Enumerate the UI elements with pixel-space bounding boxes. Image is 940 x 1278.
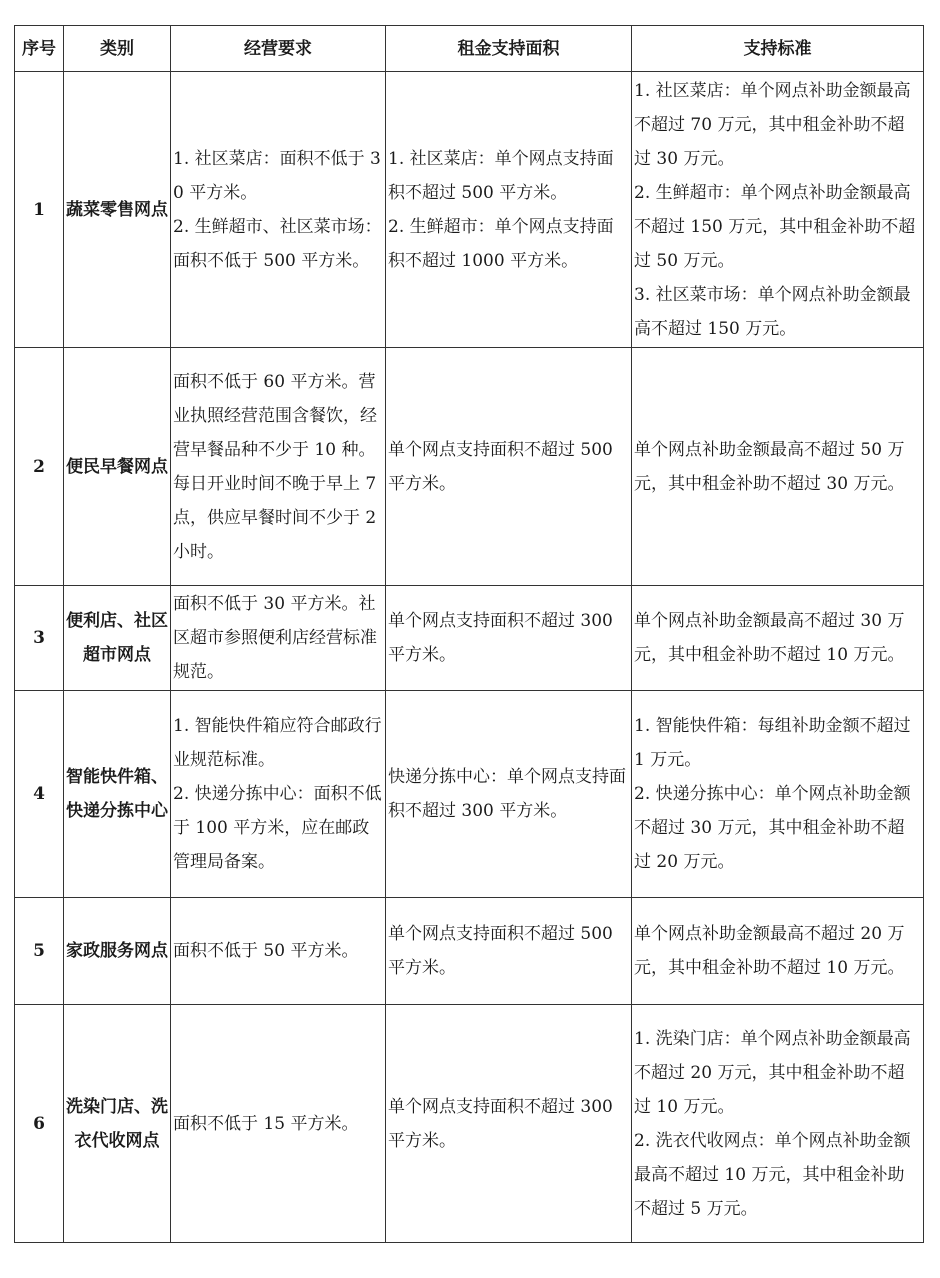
requirement-line: 1. 社区菜店：面积不低于 30 平方米。	[173, 148, 381, 203]
area-line: 单个网点支持面积不超过 500 平方米。	[388, 439, 613, 494]
standard-line: 单个网点补助金额最高不超过 30 万元，其中租金补助不超过 10 万元。	[634, 611, 905, 665]
row-standard	[632, 348, 924, 586]
standard-line: 单个网点补助金额最高不超过 50 万元，其中租金补助不超过 30 万元。	[634, 439, 905, 494]
row-category: 便利店、社区超市网点	[64, 586, 171, 691]
header-requirement: 经营要求	[171, 26, 386, 72]
requirement-line: 2. 快递分拣中心：面积不低于 100 平方米，应在邮政管理局备案。	[173, 784, 382, 872]
standard-line: 2. 生鲜超市：单个网点补助金额最高不超过 150 万元，其中租金补助不超过 50 万元。	[634, 182, 916, 271]
row-requirement	[171, 691, 386, 898]
standard-line: 2. 洗衣代收网点：单个网点补助金额最高不超过 10 万元，其中租金补助不超过 5 万元。	[634, 1130, 911, 1219]
requirement-line: 面积不低于 50 平方米。	[173, 941, 359, 961]
area-line: 1. 社区菜店：单个网点支持面积不超过 500 平方米。	[388, 148, 614, 203]
area-line: 单个网点支持面积不超过 300 平方米。	[388, 1096, 613, 1151]
row-index: 6	[15, 1005, 64, 1243]
row-area	[386, 586, 632, 691]
subsidy-table	[14, 25, 924, 1243]
row-requirement	[171, 586, 386, 691]
row-index: 5	[15, 898, 64, 1005]
row-area	[386, 898, 632, 1005]
header-category: 类别	[64, 26, 171, 72]
row-requirement	[171, 72, 386, 348]
row-index: 1	[15, 72, 64, 348]
row-area	[386, 691, 632, 898]
area-line: 2. 生鲜超市：单个网点支持面积不超过 1000 平方米。	[388, 216, 614, 271]
table-row	[15, 898, 924, 1005]
row-category: 蔬菜零售网点	[64, 72, 171, 348]
standard-line: 3. 社区菜市场：单个网点补助金额最高不超过 150 万元。	[634, 284, 911, 339]
table-header-row	[15, 26, 924, 72]
table-row	[15, 72, 924, 348]
row-standard	[632, 586, 924, 691]
row-requirement	[171, 898, 386, 1005]
requirement-line: 2. 生鲜超市、社区菜市场：面积不低于 500 平方米。	[173, 216, 382, 271]
row-requirement	[171, 348, 386, 586]
row-index: 4	[15, 691, 64, 898]
table-row	[15, 348, 924, 586]
table-row	[15, 1005, 924, 1243]
row-category: 洗染门店、洗衣代收网点	[64, 1005, 171, 1243]
table-row	[15, 691, 924, 898]
row-standard	[632, 691, 924, 898]
row-standard	[632, 72, 924, 348]
area-line: 单个网点支持面积不超过 300 平方米。	[388, 611, 613, 665]
requirement-line: 1. 智能快件箱应符合邮政行业规范标准。	[173, 716, 382, 770]
requirement-line: 面积不低于 15 平方米。	[173, 1113, 359, 1134]
standard-line: 单个网点补助金额最高不超过 20 万元，其中租金补助不超过 10 万元。	[634, 924, 905, 978]
standard-line: 2. 快递分拣中心：单个网点补助金额不超过 30 万元，其中租金补助不超过 20 万元。	[634, 784, 911, 872]
row-requirement	[171, 1005, 386, 1243]
row-category: 家政服务网点	[64, 898, 171, 1005]
row-index: 3	[15, 586, 64, 691]
row-area	[386, 1005, 632, 1243]
table-row	[15, 586, 924, 691]
row-area	[386, 348, 632, 586]
standard-line: 1. 社区菜店：单个网点补助金额最高不超过 70 万元，其中租金补助不超过 30 万元。	[634, 80, 911, 169]
row-area	[386, 72, 632, 348]
row-category: 智能快件箱、快递分拣中心	[64, 691, 171, 898]
row-standard	[632, 1005, 924, 1243]
row-standard	[632, 898, 924, 1005]
standard-line: 1. 智能快件箱：每组补助金额不超过 1 万元。	[634, 716, 911, 770]
row-index: 2	[15, 348, 64, 586]
header-area: 租金支持面积	[386, 26, 632, 72]
row-category: 便民早餐网点	[64, 348, 171, 586]
standard-line: 1. 洗染门店：单个网点补助金额最高不超过 20 万元，其中租金补助不超过 10 万元。	[634, 1028, 911, 1117]
requirement-line: 面积不低于 30 平方米。社区超市参照便利店经营标准规范。	[173, 594, 377, 682]
header-standard: 支持标准	[632, 26, 924, 72]
area-line: 快递分拣中心：单个网点支持面积不超过 300 平方米。	[388, 767, 626, 821]
header-index: 序号	[15, 26, 64, 72]
requirement-line: 面积不低于 60 平方米。营业执照经营范围含餐饮，经营早餐品种不少于 10 种。每日开业时间不晚于早上 7 点，供应早餐时间不少于 2 小时。	[173, 371, 377, 562]
area-line: 单个网点支持面积不超过 500 平方米。	[388, 924, 613, 978]
